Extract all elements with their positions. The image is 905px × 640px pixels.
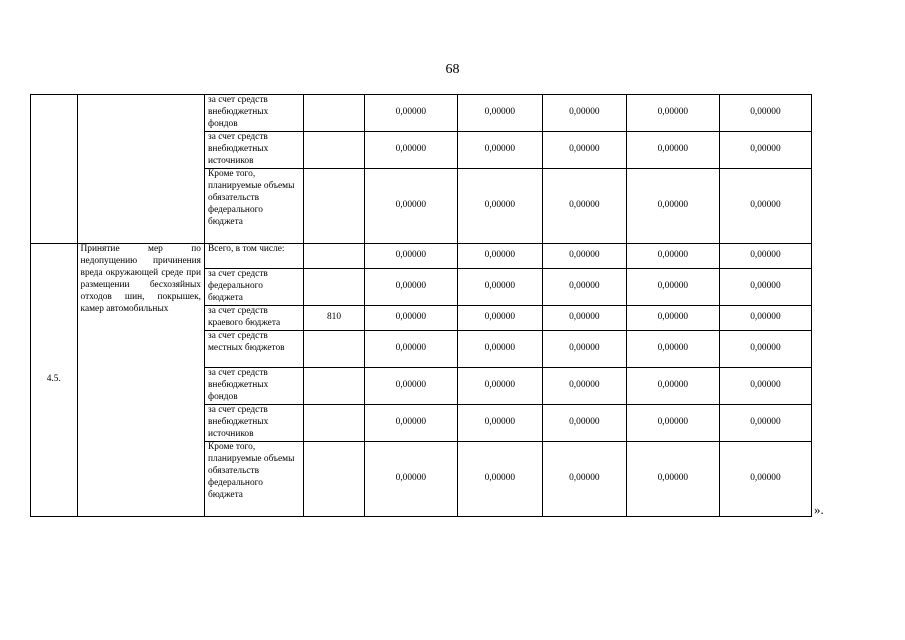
funding-source-cell: за счет средств внебюджетных фондов — [205, 368, 304, 405]
value-cell: 0,00000 — [542, 306, 626, 331]
budget-code-cell — [304, 244, 365, 269]
value-cell: 0,00000 — [364, 331, 457, 368]
budget-code-cell — [304, 95, 365, 132]
value-cell: 0,00000 — [542, 244, 626, 269]
funding-source-cell: за счет средств местных бюджетов — [205, 331, 304, 368]
funding-source-cell: за счет средств внебюджетных источников — [205, 132, 304, 169]
value-cell: 0,00000 — [626, 442, 719, 517]
value-cell: 0,00000 — [542, 269, 626, 306]
value-cell: 0,00000 — [457, 132, 542, 169]
value-cell: 0,00000 — [364, 306, 457, 331]
value-cell: 0,00000 — [626, 269, 719, 306]
value-cell: 0,00000 — [542, 95, 626, 132]
value-cell: 0,00000 — [542, 442, 626, 517]
value-cell: 0,00000 — [542, 169, 626, 244]
budget-code-cell — [304, 368, 365, 405]
value-cell: 0,00000 — [719, 405, 811, 442]
value-cell: 0,00000 — [457, 169, 542, 244]
value-cell: 0,00000 — [626, 244, 719, 269]
value-cell: 0,00000 — [626, 169, 719, 244]
budget-code-cell: 810 — [304, 306, 365, 331]
funding-source-cell: за счет средств федерального бюджета — [205, 269, 304, 306]
value-cell: 0,00000 — [626, 368, 719, 405]
value-cell: 0,00000 — [542, 368, 626, 405]
funding-source-cell: Всего, в том числе: — [205, 244, 304, 269]
value-cell: 0,00000 — [626, 95, 719, 132]
value-cell: 0,00000 — [719, 442, 811, 517]
value-cell: 0,00000 — [542, 405, 626, 442]
value-cell: 0,00000 — [364, 405, 457, 442]
budget-table — [30, 94, 812, 517]
value-cell: 0,00000 — [457, 95, 542, 132]
value-cell: 0,00000 — [457, 405, 542, 442]
value-cell: 0,00000 — [457, 244, 542, 269]
funding-source-cell: Кроме того, планируемые объемы обязательств федерального бюджета — [205, 442, 304, 517]
value-cell: 0,00000 — [719, 95, 811, 132]
value-cell: 0,00000 — [457, 442, 542, 517]
value-cell: 0,00000 — [457, 368, 542, 405]
value-cell: 0,00000 — [364, 269, 457, 306]
funding-source-cell: за счет средств краевого бюджета — [205, 306, 304, 331]
budget-code-cell — [304, 442, 365, 517]
table-row — [31, 244, 812, 269]
value-cell: 0,00000 — [719, 306, 811, 331]
closing-quote-mark: ». — [814, 502, 824, 517]
value-cell: 0,00000 — [542, 331, 626, 368]
budget-code-cell — [304, 269, 365, 306]
table-row — [31, 95, 812, 132]
value-cell: 0,00000 — [626, 132, 719, 169]
value-cell: 0,00000 — [626, 405, 719, 442]
value-cell: 0,00000 — [626, 306, 719, 331]
funding-source-cell: Кроме того, планируемые объемы обязательств федерального бюджета — [205, 169, 304, 244]
value-cell: 0,00000 — [364, 244, 457, 269]
funding-source-cell: за счет средств внебюджетных фондов — [205, 95, 304, 132]
description-cell-empty — [77, 95, 204, 244]
value-cell: 0,00000 — [364, 442, 457, 517]
value-cell: 0,00000 — [457, 331, 542, 368]
budget-code-cell — [304, 169, 365, 244]
measure-description: Принятие мер по недопущению причинения вреда окружающей среде при размещении бесхозяйных отходов шин, покрышек, камер автомобильных — [77, 244, 204, 517]
value-cell: 0,00000 — [719, 244, 811, 269]
page-number: 68 — [445, 62, 460, 77]
budget-code-cell — [304, 405, 365, 442]
value-cell: 0,00000 — [457, 269, 542, 306]
measure-index: 4.5. — [31, 244, 78, 517]
value-cell: 0,00000 — [364, 95, 457, 132]
budget-code-cell — [304, 132, 365, 169]
index-cell-empty — [31, 95, 78, 244]
value-cell: 0,00000 — [364, 132, 457, 169]
budget-code-cell — [304, 331, 365, 368]
funding-source-cell: за счет средств внебюджетных источников — [205, 405, 304, 442]
value-cell: 0,00000 — [719, 269, 811, 306]
value-cell: 0,00000 — [626, 331, 719, 368]
value-cell: 0,00000 — [719, 169, 811, 244]
value-cell: 0,00000 — [719, 368, 811, 405]
value-cell: 0,00000 — [457, 306, 542, 331]
value-cell: 0,00000 — [542, 132, 626, 169]
value-cell: 0,00000 — [719, 331, 811, 368]
value-cell: 0,00000 — [364, 368, 457, 405]
value-cell: 0,00000 — [719, 132, 811, 169]
value-cell: 0,00000 — [364, 169, 457, 244]
